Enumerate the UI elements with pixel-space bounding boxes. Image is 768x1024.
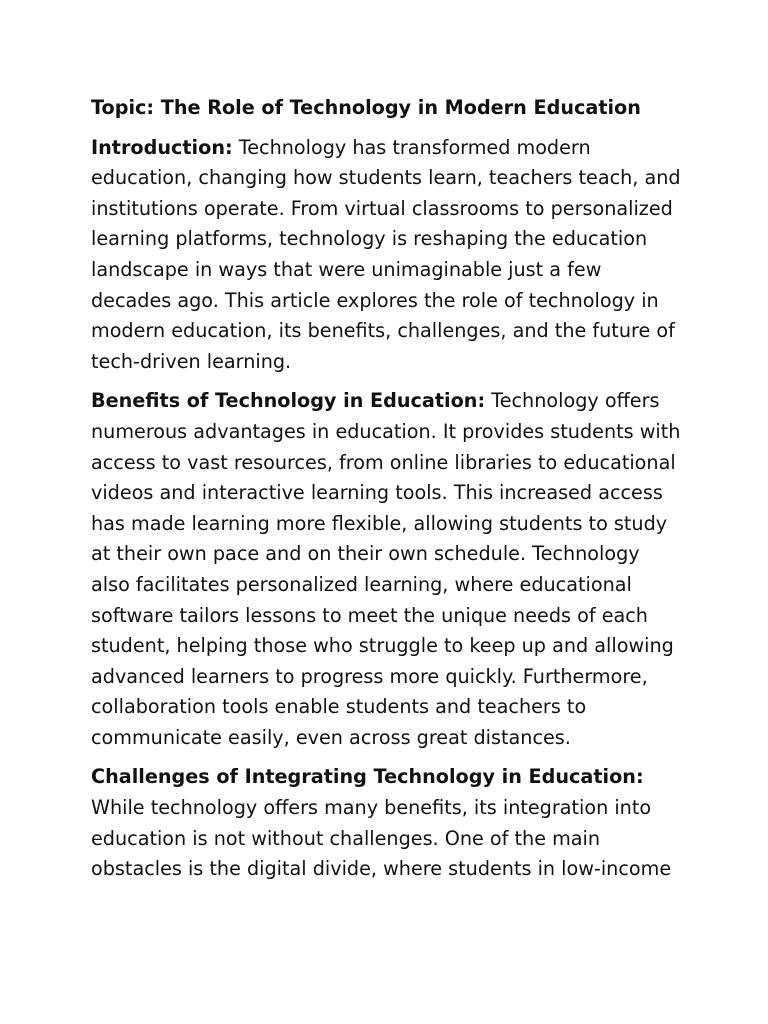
document-body [91, 93, 681, 894]
introduction-text: Technology has transformed modern education, changing how students learn, teachers teach, and institutions operate. From virtual classrooms to personalized learning platforms, technology is reshaping the education landscape in ways that were unimaginable just a few decades ago. This article explores the role of technology in modern education, its benefits, challenges, and the future of tech-driven learning. [91, 135, 681, 373]
topic-heading: Topic: The Role of Technology in Modern Education [91, 96, 641, 119]
introduction-label: Introduction: [91, 135, 233, 159]
introduction-paragraph [91, 133, 681, 378]
challenges-paragraph [91, 762, 681, 884]
benefits-text: Technology offers numerous advantages in education. It provides students with access to vast resources, from online libraries to educational videos and interactive learning tools. This increased access has made learning more flexible, allowing students to study at their own pace and on their own schedule. Technology also facilitates personalized learning, where educational software tailors lessons to meet the unique needs of each student, helping those who struggle to keep up and allowing advanced learners to progress more quickly. Furthermore, collaboration tools enable students and teachers to communicate easily, even across great distances. [91, 389, 681, 749]
challenges-text: While technology offers many benefits, its integration into education is not without challenges. One of the main obstacles is the digital divide, where students in low-income [91, 796, 672, 881]
benefits-paragraph [91, 386, 681, 753]
challenges-label: Challenges of Integrating Technology in Education: [91, 765, 644, 789]
benefits-label: Benefits of Technology in Education: [91, 389, 486, 413]
